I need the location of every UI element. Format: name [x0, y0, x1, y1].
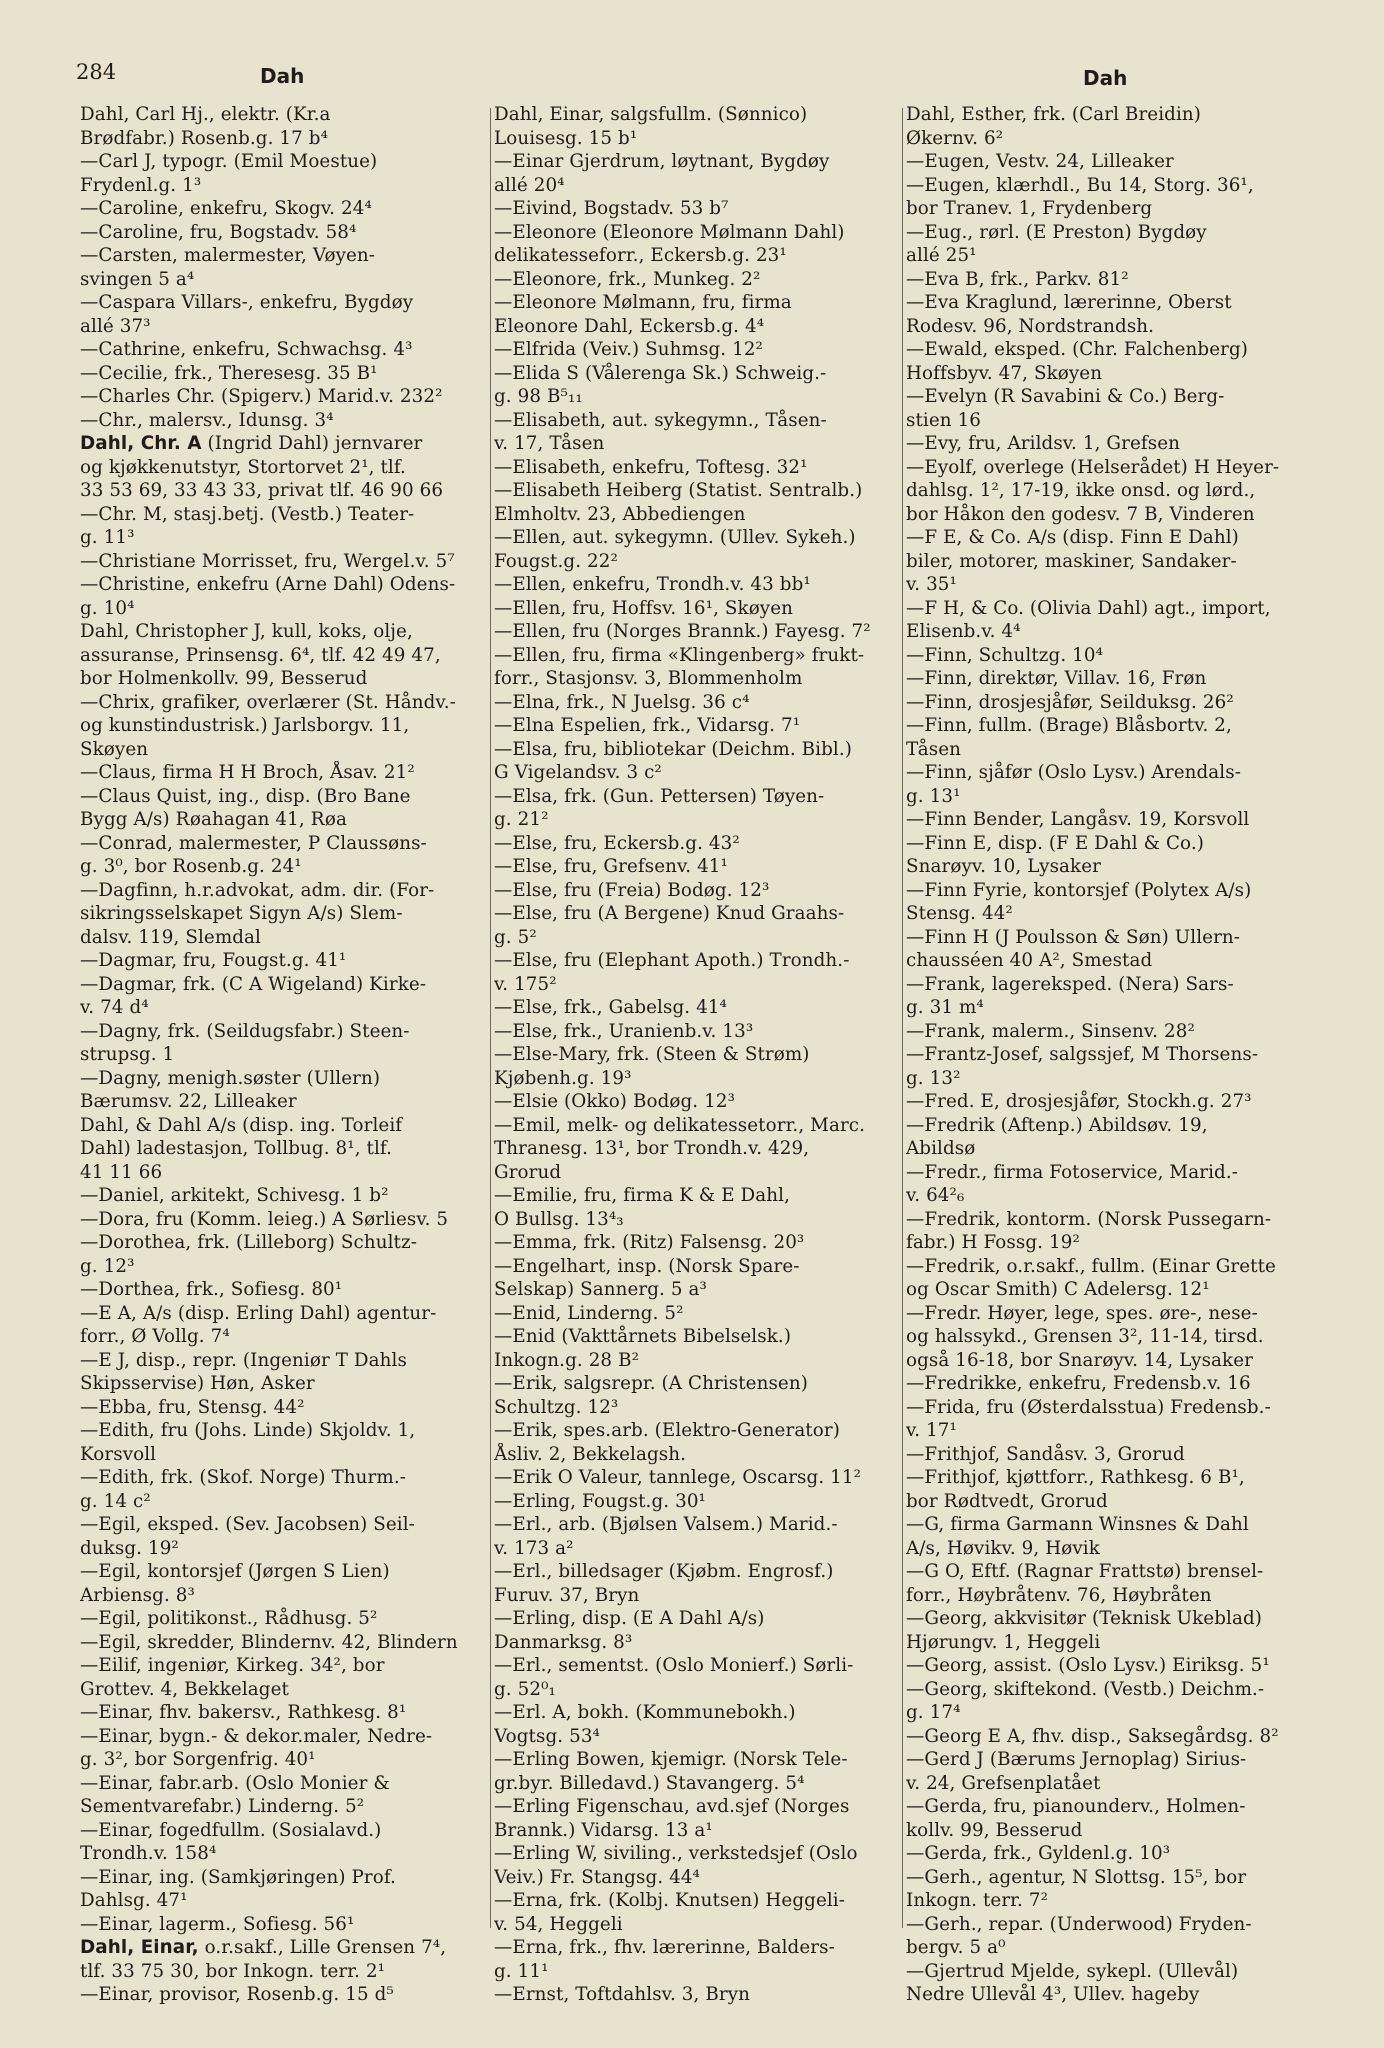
directory-line: —Elida S (Vålerenga Sk.) Schweig.- [494, 362, 827, 384]
running-head-right: Dah [1083, 66, 1128, 90]
directory-line: —Egil, politikonst., Rådhusg. 5² [80, 1608, 378, 1629]
directory-line: —Carl J, typogr. (Emil Moestue) [80, 151, 378, 172]
directory-line: —Eug., rørl. (E Preston) Bygdøy [906, 221, 1207, 243]
directory-line: v. 17¹ [906, 1420, 957, 1441]
directory-line: også 16-18, bor Snarøyv. 14, Lysaker [906, 1349, 1253, 1371]
directory-line: Elisenb.v. 4⁴ [906, 621, 1021, 642]
directory-line: —Einar, fogedfullm. (Sosialavd.) [80, 1819, 382, 1841]
directory-line: —Frida, fru (Østerdalsstua) Fredensb.- [906, 1396, 1271, 1418]
directory-line: —Erik O Valeur, tannlege, Oscarsg. 11² [494, 1467, 862, 1488]
directory-line: forr., Ø Vollg. 7⁴ [80, 1326, 230, 1347]
directory-line: Veiv.) Fr. Stangsg. 44⁴ [494, 1866, 700, 1888]
directory-line: Bærumsv. 22, Lilleaker [80, 1091, 297, 1112]
directory-line: sikringsselskapet Sigyn A/s) Slem- [80, 903, 403, 924]
directory-line: —Finn Bender, Langåsv. 19, Korsvoll [906, 809, 1250, 830]
directory-line: —Carsten, malermester, Vøyen- [80, 245, 376, 266]
directory-line: og kunstindustrisk.) Jarlsborgv. 11, [80, 715, 410, 736]
directory-line: G Vigelandsv. 3 c² [494, 762, 662, 783]
directory-line: Tåsen [906, 738, 962, 760]
directory-line: —Ellen, aut. sykegymn. (Ullev. Sykeh.) [494, 527, 856, 548]
directory-line: —Dorthea, frk., Sofiesg. 80¹ [80, 1279, 343, 1300]
directory-line: g. 10⁴ [80, 597, 135, 619]
directory-line: g. 13¹ [906, 785, 961, 807]
directory-line: Schultzg. 12³ [494, 1396, 619, 1418]
directory-line: allé 37³ [80, 315, 151, 337]
page-header [0, 58, 1384, 98]
directory-line: —Finn, drosjesjåfør, Seilduksg. 26² [906, 691, 1234, 713]
directory-line: svingen 5 a⁴ [80, 268, 195, 290]
directory-line: —Else, frk., Uranienb.v. 13³ [494, 1020, 754, 1042]
directory-line: —Eyolf, overlege (Helserådet) H Heyer- [906, 456, 1280, 478]
directory-line: —Christine, enkefru (Arne Dahl) Odens- [80, 574, 456, 595]
directory-line: —Fred. E, drosjesjåfør, Stockh.g. 27³ [906, 1091, 1252, 1112]
directory-line: g. 11³ [80, 527, 135, 548]
directory-line: —Else, fru (Freia) Bodøg. 12³ [494, 879, 770, 901]
directory-line: —Elisabeth, enkefru, Toftesg. 32¹ [494, 456, 808, 478]
directory-line: A/s, Høvikv. 9, Høvik [906, 1537, 1100, 1559]
directory-line: —Ebba, fru, Stensg. 44² [80, 1396, 305, 1418]
directory-line: —Elna Espelien, frk., Vidarsg. 7¹ [494, 715, 801, 736]
directory-line: —Finn, sjåfør (Oslo Lysv.) Arendals- [906, 762, 1241, 783]
directory-line: Stensg. 44² [906, 903, 1013, 924]
directory-line: —Else, fru (A Bergene) Knud Graahs- [494, 903, 845, 924]
directory-line: g. 17⁴ [906, 1702, 961, 1723]
directory-line: v. 54, Heggeli [494, 1913, 623, 1935]
directory-line: —Conrad, malermester, P Claussøns- [80, 832, 427, 854]
directory-line: —Chr. M, stasj.betj. (Vestb.) Teater- [80, 503, 415, 525]
directory-line: O Bullsg. 13⁴₃ [494, 1208, 624, 1230]
directory-line: bor Rødtvedt, Grorud [906, 1490, 1108, 1512]
directory-line: Snarøyv. 10, Lysaker [906, 856, 1101, 877]
directory-line: Skipsservise) Høn, Asker [80, 1373, 315, 1394]
directory-line: —Dagmar, frk. (C A Wigeland) Kirke- [80, 973, 427, 995]
directory-line: Kjøbenh.g. 19³ [494, 1067, 632, 1089]
directory-line: —Gerda, fru, pianounderv., Holmen- [906, 1796, 1246, 1817]
directory-line: v. 173 a² [494, 1537, 574, 1559]
directory-line: —Dagny, menigh.søster (Ullern) [80, 1067, 381, 1089]
directory-line: Åsliv. 2, Bekkelagsh. [494, 1443, 687, 1465]
directory-line: —Enid (Vakttårnets Bibelselsk.) [494, 1326, 792, 1347]
directory-line: —Daniel, arkitekt, Schivesg. 1 b² [80, 1185, 389, 1206]
directory-line: —Caroline, fru, Bogstadv. 58⁴ [80, 221, 357, 243]
directory-line: Dahl, Einar, salgsfullm. (Sønnico) [494, 104, 808, 125]
directory-line: 33 53 69, 33 43 33, privat tlf. 46 90 66 [80, 480, 444, 501]
directory-line: forr., Høybråtenv. 76, Høybråten [906, 1584, 1212, 1606]
directory-line: —Finn H (J Poulsson & Søn) Ullern- [906, 926, 1241, 948]
directory-line: —Erling Bowen, kjemigr. (Norsk Tele- [494, 1749, 848, 1770]
directory-line: —Gerh., agentur, N Slottsg. 15⁵, bor [906, 1866, 1247, 1888]
directory-line: g. 12³ [80, 1255, 135, 1277]
running-head-left: Dah [260, 64, 305, 88]
directory-line: —Evy, fru, Arildsv. 1, Grefsen [906, 433, 1181, 454]
directory-line: Sementvarefabr.) Linderng. 5² [80, 1796, 365, 1817]
directory-line: —G, firma Garmann Winsnes & Dahl [906, 1514, 1249, 1535]
directory-line: —Gerda, frk., Gyldenl.g. 10³ [906, 1843, 1171, 1864]
directory-line: —Elisabeth Heiberg (Statist. Sentralb.) [494, 480, 863, 501]
directory-line: —Fredr., firma Fotoservice, Marid.- [906, 1161, 1239, 1183]
directory-line: v. 175² [494, 973, 557, 995]
column-1 [80, 103, 486, 2007]
directory-line: —Claus, firma H H Broch, Åsav. 21² [80, 762, 415, 783]
directory-line: v. 17, Tåsen [494, 433, 605, 454]
directory-line: Brødfabr.) Rosenb.g. 17 b⁴ [80, 127, 329, 149]
directory-line: —Elfrida (Veiv.) Suhmsg. 12² [494, 339, 763, 360]
directory-line: Dahl, Chr. A (Ingrid Dahl) jernvarer [80, 433, 423, 454]
directory-line: —Fredrikke, enkefru, Fredensb.v. 16 [906, 1373, 1251, 1394]
column-divider [902, 108, 903, 1928]
directory-line: —Eleonore, frk., Munkeg. 2² [494, 268, 761, 290]
directory-line: g. 31 m⁴ [906, 997, 984, 1018]
directory-line: g. 13² [906, 1067, 961, 1089]
directory-line: —Evelyn (R Savabini & Co.) Berg- [906, 386, 1225, 407]
directory-line: —E A, A/s (disp. Erling Dahl) agentur- [80, 1302, 437, 1324]
directory-line: dahlsg. 1², 17-19, ikke onsd. og lørd., [906, 480, 1256, 501]
directory-line: Louisesg. 15 b¹ [494, 127, 638, 149]
directory-line: —Else, fru, Grefsenv. 41¹ [494, 856, 728, 877]
directory-line: —Cathrine, enkefru, Schwachsg. 4³ [80, 339, 413, 360]
directory-line: Trondh.v. 158⁴ [80, 1843, 217, 1864]
directory-line: —Ellen, enkefru, Trondh.v. 43 bb¹ [494, 574, 811, 595]
directory-line: Grorud [494, 1161, 562, 1183]
directory-line: Dahlsg. 47¹ [80, 1890, 188, 1911]
directory-line: strupsg. 1 [80, 1044, 175, 1065]
directory-line: —Ernst, Toftdahlsv. 3, Bryn [494, 1984, 750, 2005]
directory-line: og halssykd., Grensen 3², 11-14, tirsd. [906, 1326, 1264, 1347]
directory-line: —Elsa, frk. (Gun. Pettersen) Tøyen- [494, 785, 825, 807]
directory-line: —Fredrik, kontorm. (Norsk Pussegarn- [906, 1208, 1272, 1230]
directory-line: —Georg, assist. (Oslo Lysv.) Eiriksg. 5¹ [906, 1655, 1270, 1676]
directory-line: —Fredr. Høyer, lege, spes. øre-, nese- [906, 1302, 1258, 1324]
directory-line: —Dagmar, fru, Fougst.g. 41¹ [80, 950, 347, 971]
directory-line: —Emil, melk- og delikatessetorr., Marc. [494, 1114, 866, 1136]
directory-line: biler, motorer, maskiner, Sandaker- [906, 550, 1237, 572]
directory-line: —Finn Fyrie, kontorsjef (Polytex A/s) [906, 879, 1252, 901]
directory-line: —Claus Quist, ing., disp. (Bro Bane [80, 785, 411, 807]
directory-line: Selskap) Sannerg. 5 a³ [494, 1279, 707, 1300]
directory-line: —Charles Chr. (Spigerv.) Marid.v. 232² [80, 386, 443, 407]
directory-line: allé 20⁴ [494, 174, 565, 196]
directory-line: —Erling, disp. (E A Dahl A/s) [494, 1608, 765, 1629]
directory-line: bor Holmenkollv. 99, Besserud [80, 668, 368, 689]
directory-line: Dahl, Einar, o.r.sakf., Lille Grensen 7⁴, [80, 1937, 447, 1958]
directory-line: —Finn, Schultzg. 10⁴ [906, 644, 1104, 666]
directory-line: Dahl, Esther, frk. (Carl Breidin) [906, 104, 1202, 125]
directory-line: —Egil, eksped. (Sev. Jacobsen) Seil- [80, 1514, 415, 1535]
directory-line: —Einar, bygn.- & dekor.maler, Nedre- [80, 1725, 433, 1747]
directory-line: duksg. 19² [80, 1537, 179, 1559]
directory-line: stien 16 [906, 409, 982, 431]
directory-line: —Caspara Villars-, enkefru, Bygdøy [80, 292, 414, 313]
directory-line: —Christiane Morrisset, fru, Wergel.v. 5⁷ [80, 550, 455, 572]
directory-line: delikatesseforr., Eckersb.g. 23¹ [494, 245, 787, 266]
directory-line: Furuv. 37, Bryn [494, 1584, 640, 1606]
directory-line: —Erl., arb. (Bjølsen Valsem.) Marid.- [494, 1514, 838, 1535]
directory-line: —Eugen, klærhdl., Bu 14, Storg. 36¹, [906, 174, 1254, 196]
directory-line: —Eva Kraglund, lærerinne, Oberst [906, 292, 1232, 313]
directory-line: —Dora, fru (Komm. leieg.) A Sørliesv. 5 [80, 1208, 449, 1230]
directory-line: og Oscar Smith) C Adelersg. 12¹ [906, 1279, 1210, 1300]
directory-line: —Elsie (Okko) Bodøg. 12³ [494, 1091, 736, 1112]
directory-line: bor Tranev. 1, Frydenberg [906, 198, 1153, 219]
directory-line: —Ellen, fru, firma «Klingenberg» frukt- [494, 644, 865, 666]
directory-line: —F H, & Co. (Olivia Dahl) agt., import, [906, 597, 1271, 619]
directory-line: —Erik, salgsrepr. (A Christensen) [494, 1373, 808, 1394]
directory-line: Vogtsg. 53⁴ [494, 1725, 600, 1747]
directory-line: —Frithjof, Sandåsv. 3, Grorud [906, 1443, 1185, 1465]
directory-line: —Else, frk., Gabelsg. 41⁴ [494, 997, 727, 1018]
directory-line: —Else, fru, Eckersb.g. 43² [494, 832, 740, 854]
directory-line: gr.byr. Billedavd.) Stavangerg. 5⁴ [494, 1772, 805, 1794]
directory-line: g. 98 B⁵₁₁ [494, 386, 583, 407]
directory-line: —Eleonore (Eleonore Mølmann Dahl) [494, 221, 845, 243]
directory-line: —Enid, Linderng. 5² [494, 1302, 684, 1324]
directory-line: Nedre Ullevål 4³, Ullev. hageby [906, 1984, 1200, 2005]
directory-line: —Erna, frk., fhv. lærerinne, Balders- [494, 1937, 835, 1958]
directory-line: allé 25¹ [906, 245, 977, 266]
directory-line: —Emma, frk. (Ritz) Falsensg. 20³ [494, 1232, 805, 1253]
directory-line: —Elsa, fru, bibliotekar (Deichm. Bibl.) [494, 738, 853, 760]
directory-line: —Erna, frk. (Kolbj. Knutsen) Heggeli- [494, 1890, 846, 1911]
directory-line: v. 64²₆ [906, 1185, 965, 1206]
directory-line: 41 11 66 [80, 1161, 163, 1183]
directory-line: —Egil, kontorsjef (Jørgen S Lien) [80, 1561, 390, 1582]
directory-line: —Else, fru (Elephant Apoth.) Trondh.- [494, 950, 850, 971]
directory-line: Økernv. 6² [906, 127, 1004, 149]
directory-line: kollv. 99, Besserud [906, 1819, 1083, 1841]
column-3 [906, 103, 1314, 2007]
directory-line: —Erl., billedsager (Kjøbm. Engrosf.) [494, 1561, 834, 1582]
directory-line: —Einar, lagerm., Sofiesg. 56¹ [80, 1913, 355, 1935]
directory-line: dalsv. 119, Slemdal [80, 926, 261, 948]
directory-line: —Georg, skiftekond. (Vestb.) Deichm.- [906, 1678, 1265, 1700]
directory-line: —E J, disp., repr. (Ingeniør T Dahls [80, 1349, 407, 1371]
directory-line: g. 3⁰, bor Rosenb.g. 24¹ [80, 856, 302, 877]
directory-line: Arbiensg. 8³ [80, 1584, 195, 1606]
directory-line: chausséen 40 A², Smestad [906, 950, 1153, 971]
directory-line: —Egil, skredder, Blindernv. 42, Blindern [80, 1631, 458, 1653]
directory-line: g. 3², bor Sorgenfrig. 40¹ [80, 1749, 316, 1770]
directory-line: —Eivind, Bogstadv. 53 b⁷ [494, 198, 729, 219]
directory-line: —Einar, provisor, Rosenb.g. 15 d⁵ [80, 1984, 394, 2005]
directory-line: tlf. 33 75 30, bor Inkogn. terr. 2¹ [80, 1960, 386, 1982]
directory-line: Hoffsbyv. 47, Skøyen [906, 362, 1103, 384]
directory-line: —Fredrik (Aftenp.) Abildsøv. 19, [906, 1114, 1208, 1136]
directory-line: —Erl. A, bokh. (Kommunebokh.) [494, 1702, 796, 1723]
directory-line: Rodesv. 96, Nordstrandsh. [906, 315, 1155, 337]
directory-line: g. 11¹ [494, 1960, 549, 1982]
directory-line: —Emilie, fru, firma K & E Dahl, [494, 1185, 791, 1206]
directory-line: Inkogn. terr. 7² [906, 1890, 1048, 1911]
directory-line: Inkogn.g. 28 B² [494, 1349, 640, 1371]
directory-line: —Georg E A, fhv. disp., Saksegårdsg. 8² [906, 1725, 1279, 1747]
directory-line: v. 74 d⁴ [80, 997, 149, 1018]
directory-line: Thranesg. 13¹, bor Trondh.v. 429, [494, 1138, 810, 1159]
column-divider [490, 108, 491, 1928]
directory-line: —Georg, akkvisitør (Teknisk Ukeblad) [906, 1608, 1263, 1629]
directory-line: Elmholtv. 23, Abbediengen [494, 503, 746, 525]
directory-line: og kjøkkenutstyr, Stortorvet 2¹, tlf. [80, 456, 406, 478]
directory-line: bor Håkon den godesv. 7 B, Vinderen [906, 503, 1255, 525]
directory-line: —Eleonore Mølmann, fru, firma [494, 292, 792, 313]
directory-line: —Erling, Fougst.g. 30¹ [494, 1490, 706, 1512]
directory-line: —Fredrik, o.r.sakf., fullm. (Einar Grette [906, 1255, 1276, 1277]
directory-line: —Frank, malerm., Sinsenv. 28² [906, 1020, 1195, 1042]
directory-line: g. 5² [494, 926, 537, 948]
page-number: 284 [76, 60, 117, 84]
directory-line: —Einar, fabr.arb. (Oslo Monier & [80, 1772, 390, 1794]
directory-line: —Elisabeth, aut. sykegymn., Tåsen- [494, 409, 827, 431]
directory-line: v. 35¹ [906, 574, 957, 595]
directory-line: —Eugen, Vestv. 24, Lilleaker [906, 151, 1174, 172]
directory-line: g. 14 c² [80, 1490, 151, 1512]
directory-line: —F E, & Co. A/s (disp. Finn E Dahl) [906, 527, 1239, 548]
directory-line: —Frantz-Josef, salgssjef, M Thorsens- [906, 1044, 1259, 1065]
directory-line: assuranse, Prinsensg. 6⁴, tlf. 42 49 47, [80, 644, 441, 666]
directory-line: —Chr., malersv., Idunsg. 3⁴ [80, 409, 334, 431]
directory-line: Dahl, & Dahl A/s (disp. ing. Torleif [80, 1114, 403, 1136]
directory-line: —Finn, fullm. (Brage) Blåsbortv. 2, [906, 715, 1232, 736]
directory-line: —Eilif, ingeniør, Kirkeg. 34², bor [80, 1655, 385, 1676]
directory-line: Korsvoll [80, 1443, 157, 1465]
directory-line: —Engelhart, insp. (Norsk Spare- [494, 1255, 800, 1277]
directory-line: —Edith, fru (Johs. Linde) Skjoldv. 1, [80, 1420, 416, 1441]
directory-line: —Erling Figenschau, avd.sjef (Norges [494, 1796, 850, 1817]
directory-line: Dahl, Christopher J, kull, koks, olje, [80, 621, 413, 642]
directory-line: fabr.) H Fossg. 19² [906, 1232, 1080, 1253]
directory-line: —Einar Gjerdrum, løytnant, Bygdøy [494, 151, 830, 172]
directory-line: Grottev. 4, Bekkelaget [80, 1678, 289, 1700]
directory-line: —Frank, lagereksped. (Nera) Sars- [906, 973, 1234, 995]
directory-line: —Chrix, grafiker, overlærer (St. Håndv.- [80, 691, 456, 713]
directory-line: —Dagny, frk. (Seildugsfabr.) Steen- [80, 1020, 410, 1042]
directory-line: Fougst.g. 22² [494, 550, 618, 572]
directory-line: —Edith, frk. (Skof. Norge) Thurm.- [80, 1467, 407, 1488]
directory-line: —Caroline, enkefru, Skogv. 24⁴ [80, 198, 372, 219]
directory-line: —Finn, direktør, Villav. 16, Frøn [906, 668, 1207, 689]
directory-line: —Einar, ing. (Samkjøringen) Prof. [80, 1866, 396, 1888]
directory-line: Dahl, Carl Hj., elektr. (Kr.a [80, 104, 331, 125]
directory-line: Dahl) ladestasjon, Tollbug. 8¹, tlf. [80, 1138, 393, 1159]
directory-line: Skøyen [80, 738, 149, 760]
directory-line: —Einar, fhv. bakersv., Rathkesg. 8¹ [80, 1702, 407, 1723]
directory-line: —Elna, frk., N Juelsg. 36 c⁴ [494, 691, 750, 713]
directory-line: —Dorothea, frk. (Lilleborg) Schultz- [80, 1232, 417, 1253]
directory-line: Abildsø [906, 1138, 976, 1159]
directory-line: —Erik, spes.arb. (Elektro-Generator) [494, 1420, 840, 1441]
directory-line: —Finn E, disp. (F E Dahl & Co.) [906, 832, 1204, 854]
directory-line: —Frithjof, kjøttforr., Rathkesg. 6 B¹, [906, 1467, 1245, 1488]
directory-line: Frydenl.g. 1³ [80, 174, 202, 196]
directory-line: —Gerd J (Bærums Jernoplag) Sirius- [906, 1749, 1247, 1770]
directory-line: —Ellen, fru, Hoffsv. 16¹, Skøyen [494, 597, 794, 619]
directory-line: v. 24, Grefsenplatået [906, 1772, 1101, 1794]
directory-line: Hjørungv. 1, Heggeli [906, 1631, 1101, 1653]
directory-line: —Ewald, eksped. (Chr. Falchenberg) [906, 339, 1249, 360]
directory-line: forr., Stasjonsv. 3, Blommenholm [494, 668, 803, 689]
directory-line: —Else-Mary, frk. (Steen & Strøm) [494, 1044, 810, 1065]
directory-line: Bygg A/s) Røahagan 41, Røa [80, 809, 348, 830]
column-2 [494, 103, 902, 2007]
directory-line: —Gjertrud Mjelde, sykepl. (Ullevål) [906, 1960, 1239, 1982]
directory-line: Danmarksg. 8³ [494, 1631, 633, 1653]
directory-line: Brannk.) Vidarsg. 13 a¹ [494, 1819, 713, 1841]
directory-line: bergv. 5 a⁰ [906, 1937, 1006, 1958]
directory-line: —Eva B, frk., Parkv. 81² [906, 268, 1129, 290]
directory-line: —Ellen, fru (Norges Brannk.) Fayesg. 7² [494, 621, 871, 642]
directory-line: —Gerh., repar. (Underwood) Fryden- [906, 1913, 1252, 1935]
directory-line: —Erling W, siviling., verkstedsjef (Oslo [494, 1843, 858, 1864]
directory-line: g. 21² [494, 809, 549, 830]
directory-line: g. 52⁰₁ [494, 1678, 556, 1700]
directory-line: —Cecilie, frk., Theresesg. 35 B¹ [80, 362, 378, 384]
directory-line: —Dagfinn, h.r.advokat, adm. dir. (For- [80, 879, 435, 901]
directory-line: —G O, Eftf. (Ragnar Frattstø) brensel- [906, 1561, 1264, 1582]
directory-line: —Erl., sementst. (Oslo Monierf.) Sørli- [494, 1655, 854, 1676]
directory-line: Eleonore Dahl, Eckersb.g. 4⁴ [494, 315, 765, 337]
